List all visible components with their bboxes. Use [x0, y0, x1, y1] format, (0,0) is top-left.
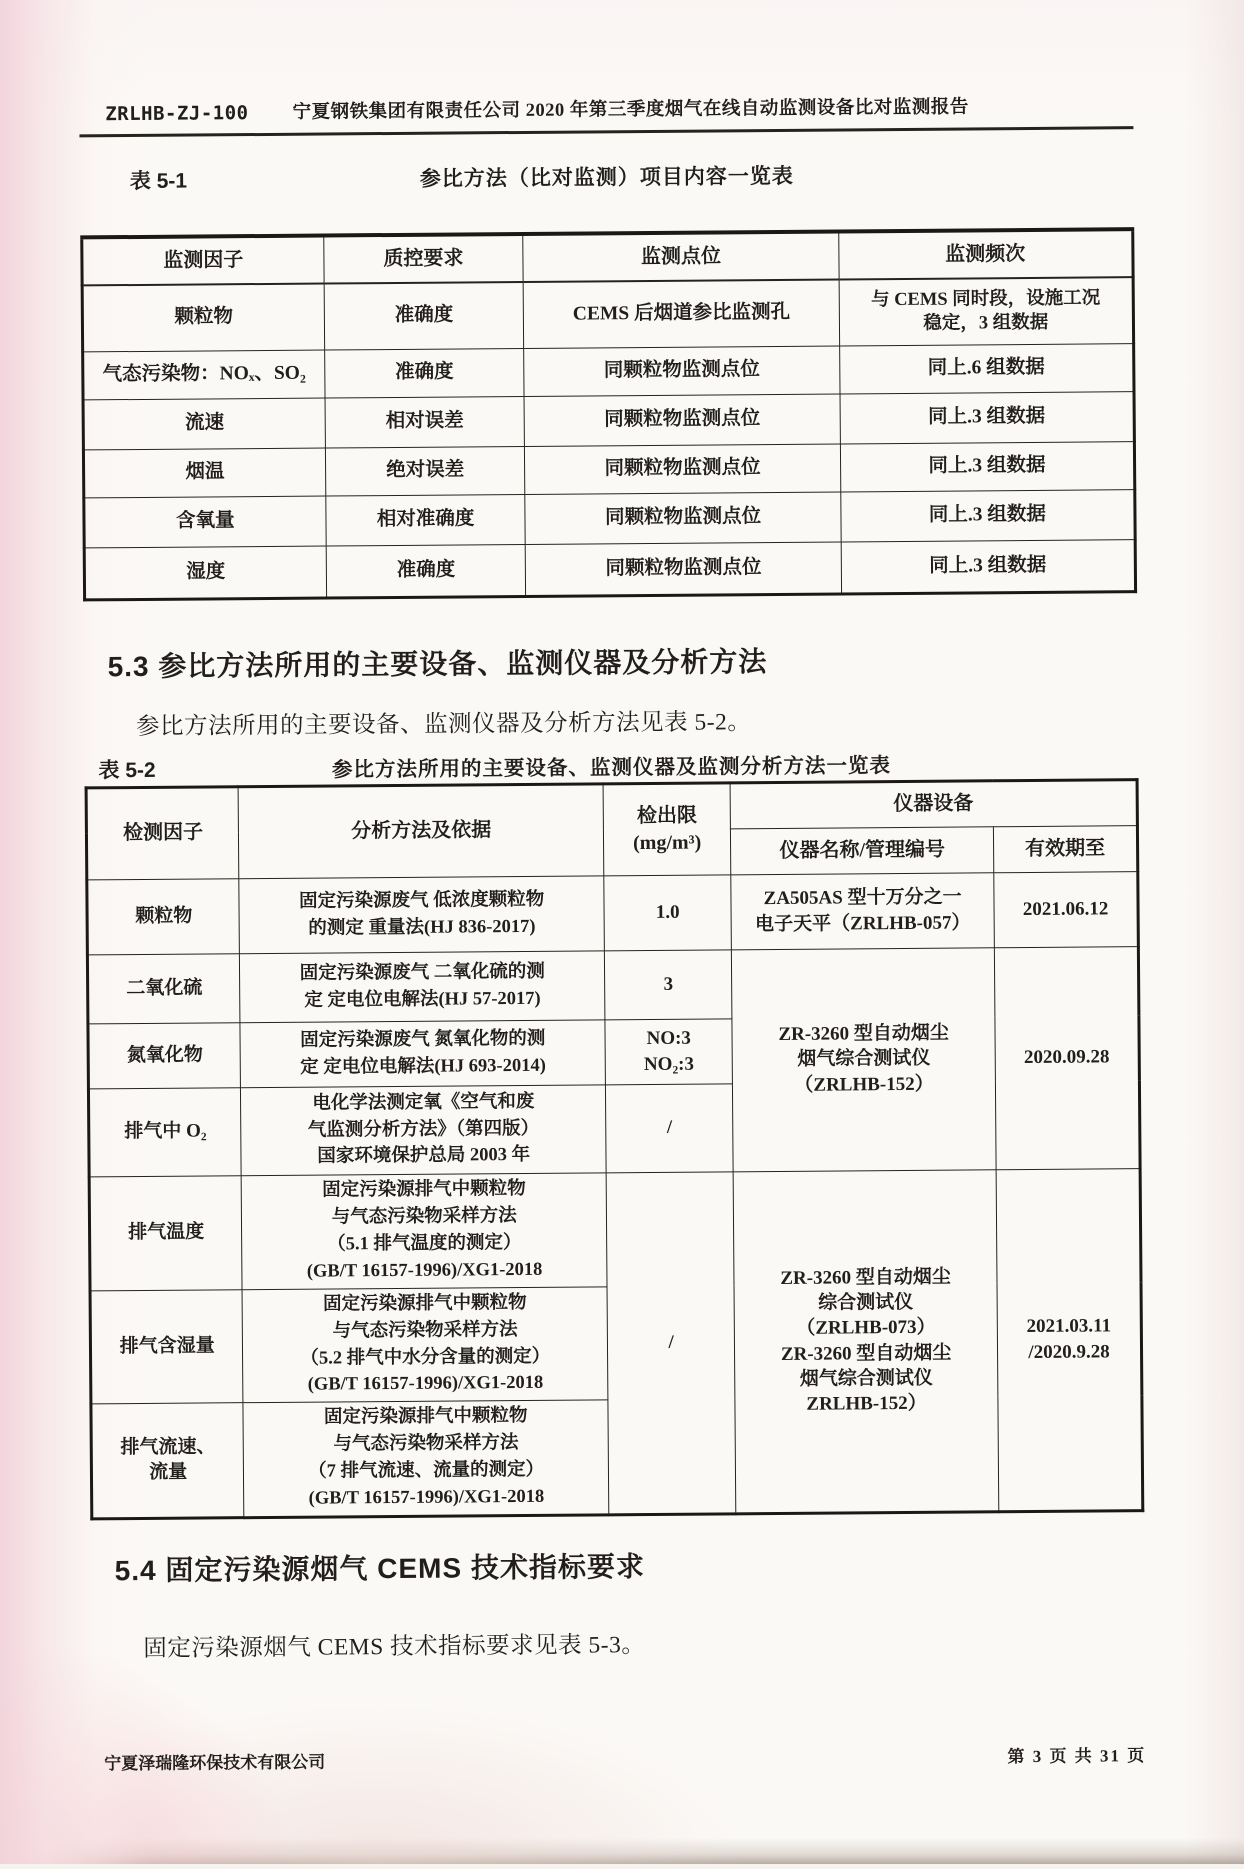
table-row: [82, 277, 1133, 351]
cell: 同上.3 组数据: [840, 441, 1135, 491]
cell: 固定污染源废气 低浓度颗粒物 的测定 重量法(HJ 836-2017): [239, 875, 604, 953]
cell: ZR-3260 型自动烟尘 综合测试仪 （ZRLHB-073） ZR-3260 型自动烟尘 烟气综合测试仪 ZRLHB-152）: [733, 1169, 998, 1513]
page-header: [79, 91, 1133, 137]
table-5-1-label: 表 5-1: [129, 169, 188, 194]
cell: 绝对误差: [325, 446, 525, 496]
column-header: 检测因子: [86, 786, 239, 879]
cell: 固定污染源排气中颗粒物 与气态污染物采样方法 （7 排气流速、流量的测定） (GB/T 16157-1996)/XG1-2018: [243, 1399, 609, 1517]
cell: 同上.3 组数据: [840, 391, 1135, 443]
table-5-1-caption-row: [80, 157, 1134, 197]
cell: 流速: [83, 398, 325, 450]
table-5-2: [85, 778, 1145, 1520]
cell: 固定污染源废气 二氧化硫的测 定 定电位电解法(HJ 57-2017): [240, 950, 605, 1022]
table-5-1: [80, 227, 1137, 601]
cell: 相对误差: [325, 396, 525, 448]
section-5-4-paragraph: 固定污染源烟气 CEMS 技术指标要求见表 5-3。: [143, 1631, 646, 1662]
cell: 烟温: [83, 448, 325, 498]
cell: 氮氧化物: [88, 1022, 241, 1088]
cell: 同上.6 组数据: [839, 343, 1134, 393]
table-row: [84, 489, 1135, 547]
cell: 排气含湿量: [90, 1289, 243, 1403]
table-row: [83, 343, 1134, 399]
footer-company-name: 宁夏泽瑞隆环保技术有限公司: [104, 1752, 326, 1774]
cell: 二氧化硫: [87, 953, 240, 1023]
cell: 颗粒物: [82, 284, 324, 352]
column-header: 质控要求: [323, 234, 523, 284]
cell: 同颗粒物监测点位: [526, 541, 842, 595]
column-header: 监测因子: [82, 236, 324, 286]
cell: 同上.3 组数据: [840, 489, 1135, 541]
cell: 同颗粒物监测点位: [524, 393, 840, 445]
table-row: [82, 229, 1133, 285]
cell: 含氧量: [84, 496, 326, 548]
table-5-2-title: 参比方法所用的主要设备、监测仪器及监测分析方法一览表: [331, 753, 892, 781]
table-row: [86, 779, 1137, 833]
cell: 3: [604, 949, 732, 1019]
cell: 固定污染源排气中颗粒物 与气态污染物采样方法 （5.2 排气中水分含量的测定） (GB/T 16157-1996)/XG1-2018: [242, 1286, 608, 1402]
cell: 2020.09.28: [994, 946, 1140, 1169]
document-title: 宁夏钢铁集团有限责任公司 2020 年第三季度烟气在线自动监测设备比对监测报告: [292, 97, 969, 123]
table-row: [83, 391, 1134, 449]
cell: 颗粒物: [87, 878, 240, 954]
cell: ZR-3260 型自动烟尘 烟气综合测试仪 （ZRLHB-152）: [732, 947, 996, 1171]
cell: 准确度: [326, 544, 526, 598]
cell: 排气中 O₂: [88, 1087, 241, 1176]
cell: 1.0: [604, 874, 732, 950]
table-row: [84, 539, 1135, 599]
table-5-2-label: 表 5-2: [98, 758, 156, 782]
section-5-3-heading: 5.3 参比方法所用的主要设备、监测仪器及分析方法: [107, 645, 768, 682]
section-5-4-heading: 5.4 固定污染源烟气 CEMS 技术指标要求: [114, 1550, 646, 1586]
cell: /: [606, 1171, 736, 1514]
column-header: 监测点位: [523, 231, 839, 281]
cell: 固定污染源排气中颗粒物 与气态污染物采样方法 （5.1 排气温度的测定） (GB/T 16157-1996)/XG1-2018: [242, 1172, 608, 1289]
cell: 同颗粒物监测点位: [524, 345, 840, 395]
cell: ZA505AS 型十万分之一 电子天平（ZRLHB-057）: [731, 872, 994, 949]
section-5-3-paragraph: 参比方法所用的主要设备、监测仪器及分析方法见表 5-2。: [136, 708, 752, 740]
column-header: 仪器名称/管理编号: [731, 826, 994, 874]
cell: 湿度: [84, 546, 326, 600]
cell: 与 CEMS 同时段，设施工况 稳定，3 组数据: [839, 277, 1134, 345]
cell: /: [606, 1083, 734, 1172]
cell: 2021.03.11 /2020.9.28: [996, 1168, 1143, 1511]
cell: 气态污染物：NOₓ、SO₂: [83, 350, 325, 400]
cell: NO:3 NO₂:3: [605, 1018, 733, 1084]
cell: 排气流速、 流量: [91, 1402, 244, 1518]
cell: 相对准确度: [326, 494, 526, 546]
cell: 固定污染源废气 氮氧化物的测 定 定电位电解法(HJ 693-2014): [240, 1019, 605, 1087]
cell: 同上.3 组数据: [841, 539, 1136, 593]
cell: 准确度: [324, 348, 524, 398]
table-5-1-title: 参比方法（比对监测）项目内容一览表: [419, 164, 794, 191]
page-content: [79, 91, 1145, 1663]
cell: 准确度: [324, 282, 524, 350]
column-header: 有效期至: [993, 825, 1137, 872]
document-code: ZRLHB-ZJ-100: [105, 102, 249, 126]
cell: 同颗粒物监测点位: [525, 443, 841, 493]
page-footer: [92, 1741, 1146, 1774]
table-row: [89, 1168, 1141, 1290]
cell: 电化学法测定氧《空气和废 气监测分析方法》（第四版） 国家环境保护总局 2003 年: [241, 1084, 606, 1175]
column-header: 仪器设备: [730, 779, 1137, 828]
table-row: [87, 871, 1139, 954]
table-row: [87, 946, 1139, 1023]
column-header: 检出限 (mg/m³): [603, 782, 731, 875]
cell: 同颗粒物监测点位: [525, 491, 841, 543]
cell: CEMS 后烟道参比监测孔: [524, 279, 840, 347]
cell: 排气温度: [89, 1175, 242, 1290]
column-header: 监测频次: [838, 229, 1133, 279]
cell: 2021.06.12: [994, 871, 1139, 947]
column-header: 分析方法及依据: [238, 783, 603, 878]
table-row: [83, 441, 1134, 497]
footer-page-number: 第 3 页 共 31 页: [1007, 1746, 1147, 1767]
